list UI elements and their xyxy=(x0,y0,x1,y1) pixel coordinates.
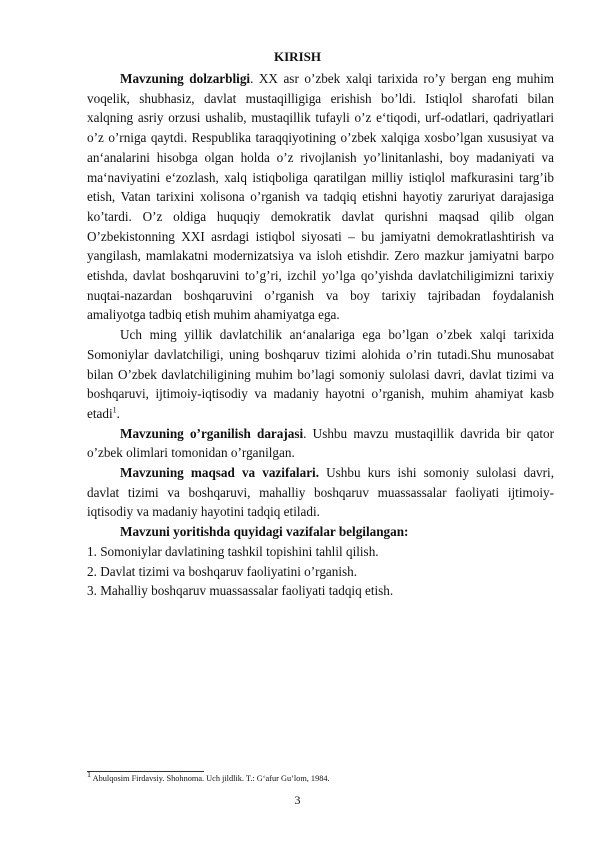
page-number: 3 xyxy=(294,793,301,807)
list-item: 2. Davlat tizimi va boshqaruv faoliyatini o’rganish. xyxy=(87,563,358,579)
body-text xyxy=(87,69,554,601)
paragraph-relevance-text: . XX asr o’zbek xalqi tarixida ro’y bergan eng muhim voqelik, shubhasiz, davlat mustaqilligiga erishish bo’ldi. Istiqlol sharofati bilan xalqning asriy orzusi ushalib, mustaqillik tufayli o’z e‘tiqodi, urf-odatlari, qadriyatlari o’z o’rniga qaytdi. Respublika taraqqiyotining o’zbek xalqiga xosbo’lgan xususiyat va an‘analarini hisobga olgan holda o’z rivojlanish yo’linitanlashi, boy madaniyati va ma‘naviyatini e‘zozlash, xalq istiqboliga qaratilgan milliy istiqlol mafkurasini targ’ib etish, Vatan tarixini xolisona o’rganish va tadqiq etishni hayotiy zaruriyat darajasiga ko’tardi. O’z oldiga huquqiy demokratik davlat qurishni maqsad qilib olgan O’zbekistonning XXI asrdagi istiqbol siyosati – bu jamiyatni demokratlashtirish va yangilash, mamlakatni modernizatsiya va isloh etishdir. Zero mazkur jamiyatni barpo etishda, davlat boshqaruvini to’g’ri, izchil yo’lga qo’yishda davlatchiligimizni tarixiy nuqtai-nazardan boshqaruvini o’rganish va boy tarixiy tajribadan foydalanish amaliyotga tadbiq etish muhim ahamiyatga ega. xyxy=(87,71,554,323)
heading-relevance: Mavzuning dolzarbligi xyxy=(120,71,251,86)
paragraph-somoniylar xyxy=(87,325,554,424)
footnote xyxy=(87,770,557,784)
heading-tasks: Mavzuni yoritishda quyidagi vazifalar belgilangan: xyxy=(120,524,409,540)
section-title: KIRISH xyxy=(274,49,321,64)
paragraph-goals-text: Ushbu kurs ishi somoniy sulolasi davri, davlat tizimi va boshqaruvi, mahalliy boshqaruv muassassalar faoliyati ijtimoiy-iqtisodiy va madaniy hayotini tadqiq etiladi. xyxy=(87,465,555,520)
paragraph-study-degree xyxy=(87,424,554,463)
paragraph-goals xyxy=(87,463,554,522)
heading-study-degree: Mavzuning o’rganilish darajasi xyxy=(120,425,304,441)
heading-goals: Mavzuning maqsad va vazifalari. xyxy=(120,465,320,481)
list-item: 3. Mahalliy boshqaruv muassassalar faoliyati tadqiq etish. xyxy=(87,583,394,599)
footnote-divider xyxy=(87,771,204,772)
list-item: 1. Somoniylar davlatining tashkil topishini tahlil qilish. xyxy=(87,543,379,559)
paragraph-somoniylar-end: . xyxy=(116,405,120,421)
footnote-text: Abulqosim Firdavsiy. Shohnoma. Uch jildlik. T.: G‘afur Gu’lom, 1984. xyxy=(91,774,330,783)
paragraph-somoniylar-text: Uch ming yillik davlatchilik an‘analariga ega bo’lgan o’zbek xalqi tarixida Somoniylar davlatchiligi, uning boshqaruv tizimi alohida o’rin tutadi.Shu munosabat bilan O’zbek davlatchiligining muhim bo’lagi somoniy sulolasi davri, davlat tizimi va boshqaruvi, ijtimoiy-iqtisodiy va madaniy hayotni o’rganish, muhim ahamiyat kasb etadi xyxy=(87,327,554,421)
footnote-reference[interactable]: 1 xyxy=(112,405,117,415)
footnote-number: 1 xyxy=(87,770,91,780)
paragraph-study-degree-text: . Ushbu mavzu mustaqillik davrida bir qator o’zbek olimlari tomonidan o’rganilgan. xyxy=(87,425,554,461)
paragraph-relevance xyxy=(87,69,554,325)
paragraph-tasks-heading xyxy=(87,522,554,542)
